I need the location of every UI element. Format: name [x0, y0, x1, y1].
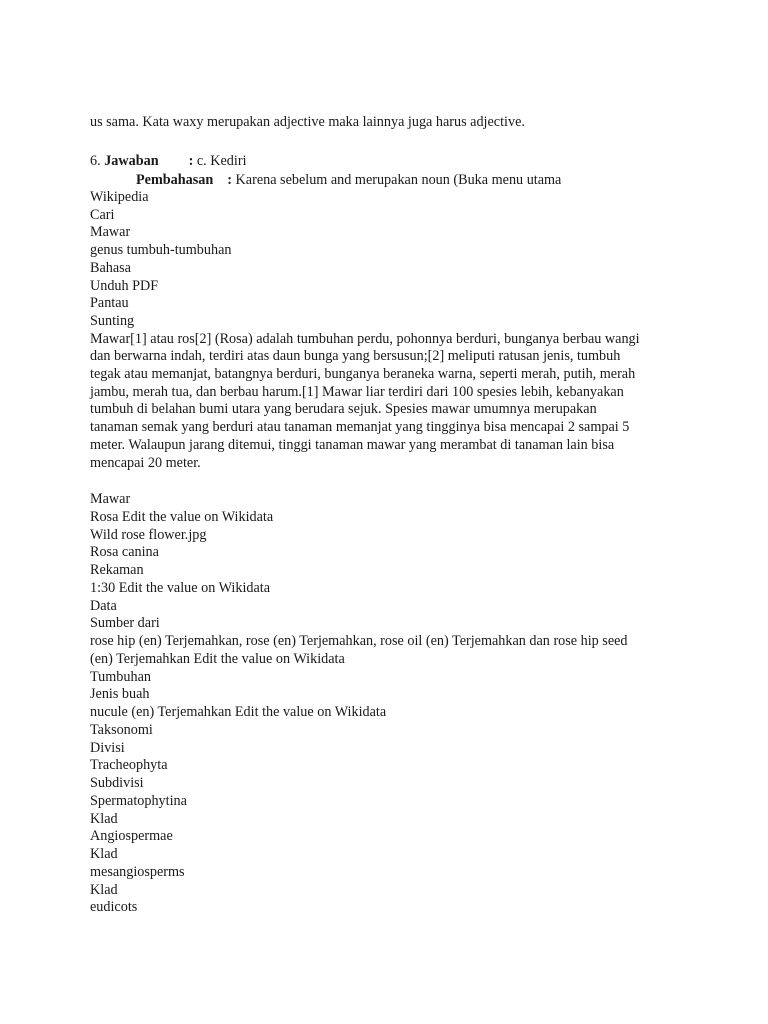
text-line: Taksonomi [90, 721, 153, 738]
text-line: Data [90, 597, 117, 614]
text-line: Klad [90, 881, 118, 898]
text-line: Klad [90, 810, 118, 827]
text-line: tumbuh di belahan bumi utara yang berudara sejuk. Spesies mawar umumnya merupakan [90, 401, 597, 418]
text-line: Wikipedia [90, 189, 149, 205]
text-line: Mawar [90, 224, 131, 241]
discussion-value: Karena sebelum and merupakan noun (Buka menu utama [235, 172, 562, 188]
text-line: Sumber dari [90, 615, 160, 632]
text-line: (en) Terjemahkan Edit the value on Wikidata [90, 650, 345, 667]
text-line: tanaman semak yang berduri atau tanaman memanjat yang tingginya bisa mencapai 2 sampai 5 [90, 419, 630, 436]
text-line: Tracheophyta [90, 757, 168, 774]
text-line: 1:30 Edit the value on Wikidata [90, 579, 271, 596]
text-line: Rosa Edit the value on Wikidata [90, 508, 274, 525]
answer-value: c. Kediri [196, 153, 247, 169]
text-line: Unduh PDF [90, 277, 159, 294]
text-line: genus tumbuh-tumbuhan [90, 242, 232, 259]
text-line: jambu, merah tua, dan berbau harum.[1] Mawar liar terdiri dari 100 spesies lebih, kebanyakan [90, 383, 624, 400]
text-line: nucule (en) Terjemahkan Edit the value on Wikidata [90, 704, 387, 720]
answer-line [90, 152, 247, 170]
answer-label: Jawaban [104, 153, 159, 169]
text-line: Klad [90, 846, 118, 862]
answer-number: 6. [90, 153, 101, 169]
text-line: dan berwarna indah, terdiri atas daun bunga yang bersusun;[2] meliputi ratusan jenis, tumbuh [90, 348, 621, 365]
text-line: mencapai 20 meter. [90, 454, 201, 471]
top-line: us sama. Kata waxy merupakan adjective maka lainnya juga harus adjective. [90, 114, 525, 130]
text-line: Subdivisi [90, 775, 144, 791]
text-line: Pantau [90, 295, 129, 312]
discussion-label: Pembahasan [136, 172, 214, 188]
text-line: tegak atau memanjat, batangnya berduri, bunganya beraneka warna, seperti merah, putih, merah [90, 366, 636, 382]
text-line: Angiospermae [90, 828, 173, 845]
discussion-line [136, 171, 561, 189]
text-line: Rosa canina [90, 544, 159, 561]
discussion-colon: : [227, 172, 232, 188]
text-line: Mawar[1] atau ros[2] (Rosa) adalah tumbuhan perdu, pohonnya berduri, bunganya berbau wangi [90, 330, 640, 347]
text-line: Divisi [90, 739, 125, 756]
text-line: rose hip (en) Terjemahkan, rose (en) Terjemahkan, rose oil (en) Terjemahkan dan rose hip seed [90, 633, 628, 649]
text-line: Cari [90, 206, 115, 223]
text-line: mesangiosperms [90, 863, 185, 880]
text-line: eudicots [90, 899, 138, 916]
text-line: Sunting [90, 312, 135, 329]
text-line: Rekaman [90, 562, 144, 578]
text-line: Tumbuhan [90, 668, 151, 685]
text-line: meter. Walaupun jarang ditemui, tinggi tanaman mawar yang merambat di tanaman lain bisa [90, 436, 615, 453]
text-line: Mawar [90, 491, 131, 507]
text-line: Bahasa [90, 259, 131, 276]
text-line: Spermatophytina [90, 792, 187, 809]
text-line: Jenis buah [90, 686, 150, 703]
answer-colon: : [188, 153, 194, 169]
text-line: Wild rose flower.jpg [90, 526, 207, 543]
